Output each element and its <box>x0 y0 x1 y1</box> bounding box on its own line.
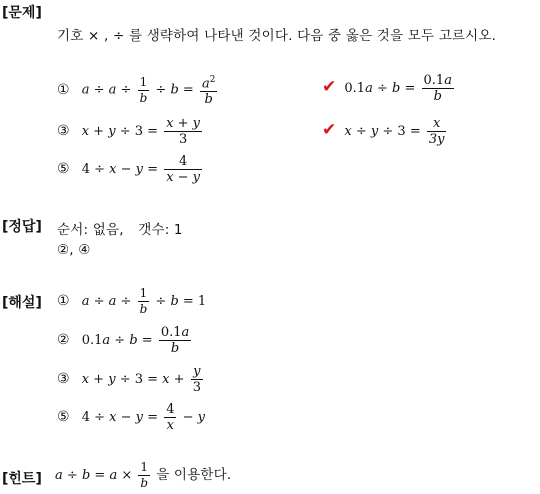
answer-count-value: : 1 <box>164 222 183 238</box>
answer-heading: [정답] <box>2 219 42 235</box>
answer-count-label: 갯수 <box>138 222 165 238</box>
fraction: $\frac{x}{3y}$ <box>428 116 445 147</box>
fraction: $\frac{4}{x}$ <box>166 402 175 433</box>
answer-line-2: ②, ④ <box>57 242 91 258</box>
option-number: ① <box>57 81 70 98</box>
option-2: ✔ 0.1a ÷ b = $\frac{0.1a}{b}$ <box>322 73 452 104</box>
fraction: $\frac{0.1a}{b}$ <box>423 73 452 104</box>
fraction: $\frac{1}{b}$ <box>139 286 148 316</box>
fraction: $\frac{0.1a}{b}$ <box>160 325 190 356</box>
hint-heading: [힌트] <box>2 471 42 487</box>
answer-line-1 <box>57 218 183 238</box>
option-3: ③ x + y ÷ 3 = $\frac{x + y}{3}$ <box>57 116 201 147</box>
explanation-item-3: ③ x + y ÷ 3 = x + $\frac{y}{3}$ <box>57 364 201 395</box>
explanation-item-1: ① a ÷ a ÷ $\frac{1}{b}$ ÷ b = 1 <box>57 286 207 316</box>
option-5: ⑤ 4 ÷ x − y = $\frac{4}{x - y}$ <box>57 154 201 185</box>
option-number: ⑤ <box>57 161 70 177</box>
answer-order-value: : 없음, <box>83 222 124 238</box>
answer-order-label: 순서 <box>57 222 84 238</box>
fraction: $\frac{4}{x - y}$ <box>166 154 201 185</box>
fraction: $\frac{1}{b}$ <box>139 74 148 105</box>
fraction: $\frac{x + y}{3}$ <box>166 116 201 147</box>
problem-heading: [문제] <box>2 5 42 21</box>
hint-text: a ÷ b = a × $\frac{1}{b}$ 을 이용한다. <box>55 460 232 490</box>
explanation-heading: [해설] <box>2 295 42 311</box>
explanation-item-5: ⑤ 4 ÷ x − y = $\frac{4}{x}$ − y <box>57 402 205 433</box>
fraction: $\frac{a^2}{b}$ <box>201 75 216 108</box>
fraction: $\frac{y}{3}$ <box>192 364 201 395</box>
checkmark-icon: ✔ <box>322 77 337 97</box>
fraction: $\frac{1}{b}$ <box>140 460 149 490</box>
explanation-item-2: ② 0.1a ÷ b = $\frac{0.1a}{b}$ <box>57 325 190 356</box>
option-number: ③ <box>57 123 70 139</box>
problem-instruction: 기호 × , ÷ 를 생략하여 나타낸 것이다. 다음 중 옳은 것을 모두 고르시오. <box>57 28 497 44</box>
checkmark-icon: ✔ <box>322 120 337 140</box>
option-1: ① a ÷ a ÷ $\frac{1}{b}$ ÷ b = $\frac{a^2}{b}$ <box>57 74 216 108</box>
option-4: ✔ x ÷ y ÷ 3 = $\frac{x}{3y}$ <box>322 116 445 147</box>
